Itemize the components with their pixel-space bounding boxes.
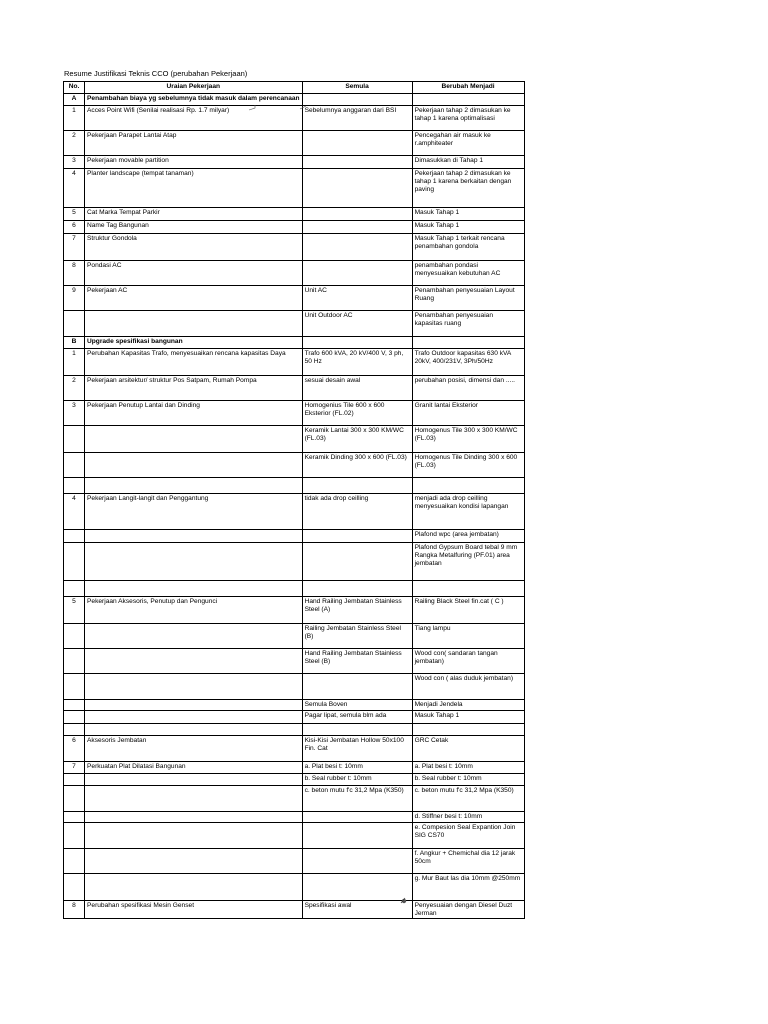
row-number-cell <box>64 674 85 700</box>
work-description-cell: Pekerjaan movable partition <box>85 156 303 169</box>
row-number-cell <box>64 812 85 823</box>
row-number-cell <box>64 453 85 478</box>
row-number-cell <box>64 874 85 901</box>
row-number-cell <box>64 786 85 812</box>
original-spec-cell: Keramik Lantai 300 x 300 KM/WC (FL.03) <box>302 426 412 453</box>
header-changed-to: Berubah Menjadi <box>412 82 524 94</box>
changed-to-cell <box>412 581 524 597</box>
original-spec-cell <box>302 94 412 106</box>
changed-to-cell <box>412 337 524 349</box>
changed-to-cell: Masuk Tahap 1 <box>412 221 524 234</box>
row-number-cell: 3 <box>64 156 85 169</box>
changed-to-cell: Penambahan penyesuaian kapasitas ruang <box>412 311 524 337</box>
work-description-cell <box>85 530 303 543</box>
section-row <box>64 94 525 106</box>
row-number-cell: 7 <box>64 234 85 261</box>
row-number-cell: 6 <box>64 221 85 234</box>
original-spec-cell <box>302 156 412 169</box>
table-row <box>64 494 525 530</box>
changed-to-cell: penambahan pondasi menyesuaikan kebutuhan AC <box>412 261 524 286</box>
row-number-cell: 2 <box>64 131 85 156</box>
changed-to-cell: Masuk Tahap 1 <box>412 711 524 724</box>
changed-to-cell: Homogenus Tile 300 x 300 KM/WC (FL.03) <box>412 426 524 453</box>
changed-to-cell: perubahan posisi, dimensi dan ..... <box>412 376 524 401</box>
work-description-cell <box>85 874 303 901</box>
table-row <box>64 131 525 156</box>
work-description-cell <box>85 426 303 453</box>
original-spec-cell: Unit AC <box>302 286 412 311</box>
work-description-cell <box>85 711 303 724</box>
work-description-cell: Pekerjaan Penutup Lantai dan Dinding <box>85 401 303 426</box>
original-spec-cell <box>302 261 412 286</box>
work-description-cell <box>85 311 303 337</box>
changed-to-cell: a. Plat besi t: 10mm <box>412 762 524 774</box>
header-original-spec: Semula <box>302 82 412 94</box>
changed-to-cell: Masuk Tahap 1 terkait rencana penambahan gondola <box>412 234 524 261</box>
table-row <box>64 700 525 711</box>
changed-to-cell: Railing Black Steel fin.cat ( C ) <box>412 597 524 624</box>
original-spec-cell: sesuai desain awal <box>302 376 412 401</box>
changed-to-cell: g. Mur Baut las dia 10mm @250mm <box>412 874 524 901</box>
work-description-cell: Planter landscape (tempat tanaman) <box>85 169 303 208</box>
changed-to-cell: Penyesuaian dengan Diesel Duzt Jerman <box>412 901 524 919</box>
table-row <box>64 624 525 649</box>
original-spec-cell <box>302 543 412 581</box>
table-row <box>64 453 525 478</box>
table-row <box>64 597 525 624</box>
original-spec-cell <box>302 478 412 494</box>
work-description-cell: Acces Point Wifi (Senilai realisasi Rp. 1.7 milyar) <box>85 106 303 131</box>
original-spec-cell <box>302 208 412 221</box>
table-row <box>64 762 525 774</box>
table-row <box>64 106 525 131</box>
work-description-cell <box>85 700 303 711</box>
header-row-number: No. <box>64 82 85 94</box>
work-description-cell <box>85 581 303 597</box>
table-row <box>64 208 525 221</box>
row-number-cell <box>64 478 85 494</box>
row-number-cell: 8 <box>64 261 85 286</box>
original-spec-cell <box>302 823 412 849</box>
changed-to-cell: Dimasukkan di Tahap 1 <box>412 156 524 169</box>
row-number-cell: 2 <box>64 376 85 401</box>
original-spec-cell <box>302 131 412 156</box>
original-spec-cell: Unit Outdoor AC <box>302 311 412 337</box>
work-description-cell: Penambahan biaya yg sebelumnya tidak masuk dalam perencanaan <box>85 94 303 106</box>
table-row <box>64 849 525 874</box>
row-number-cell: 4 <box>64 169 85 208</box>
table-row <box>64 478 525 494</box>
changed-to-cell: Penambahan penyesuaian Layout Ruang <box>412 286 524 311</box>
row-number-cell: 1 <box>64 106 85 131</box>
work-description-cell: Pekerjaan Langit-langit dan Penggantung <box>85 494 303 530</box>
original-spec-cell: c. beton mutu f'c 31,2 Mpa (K350) <box>302 786 412 812</box>
table-header-row <box>64 82 525 94</box>
table-row <box>64 311 525 337</box>
row-number-cell <box>64 649 85 674</box>
changed-to-cell: f. Angkur + Chemichal dia 12 jarak 50cm <box>412 849 524 874</box>
document-title: Resume Justifikasi Teknis CCO (perubahan Pekerjaan) <box>64 69 248 78</box>
table-row <box>64 376 525 401</box>
work-description-cell: Struktur Gondola <box>85 234 303 261</box>
changed-to-cell: Pencegahan air masuk ke r.amphiteater <box>412 131 524 156</box>
work-description-cell: Pekerjaan Aksesoris, Penutup dan Pengunci <box>85 597 303 624</box>
row-number-cell <box>64 724 85 736</box>
original-spec-cell <box>302 581 412 597</box>
row-number-cell: 9 <box>64 286 85 311</box>
original-spec-cell: b. Seal rubber t: 10mm <box>302 774 412 786</box>
row-number-cell: 4 <box>64 494 85 530</box>
table-row <box>64 349 525 376</box>
table-row <box>64 812 525 823</box>
original-spec-cell: Railing Jembatan Stainless Steel (B) <box>302 624 412 649</box>
original-spec-cell <box>302 221 412 234</box>
table-row <box>64 736 525 762</box>
table-row <box>64 543 525 581</box>
changed-to-cell: c. beton mutu f'c 31,2 Mpa (K350) <box>412 786 524 812</box>
original-spec-cell <box>302 337 412 349</box>
row-number-cell: 3 <box>64 401 85 426</box>
table-row <box>64 156 525 169</box>
changed-to-cell: Masuk Tahap 1 <box>412 208 524 221</box>
table-row <box>64 581 525 597</box>
work-description-cell <box>85 674 303 700</box>
changed-to-cell: Menjadi Jendela <box>412 700 524 711</box>
work-description-cell <box>85 724 303 736</box>
table-row <box>64 234 525 261</box>
table-row <box>64 221 525 234</box>
original-spec-cell: Hand Railing Jembatan Stainless Steel (A) <box>302 597 412 624</box>
work-description-cell: Pondasi AC <box>85 261 303 286</box>
work-description-cell: Aksesoris Jembatan <box>85 736 303 762</box>
work-description-cell <box>85 774 303 786</box>
row-number-cell: B <box>64 337 85 349</box>
work-description-cell <box>85 812 303 823</box>
table-row <box>64 426 525 453</box>
row-number-cell: 7 <box>64 762 85 774</box>
changed-to-cell: Tiang lampu <box>412 624 524 649</box>
changed-to-cell <box>412 478 524 494</box>
original-spec-cell: Pagar lipat, semula blm ada <box>302 711 412 724</box>
row-number-cell <box>64 774 85 786</box>
original-spec-cell: Kisi-Kisi Jembatan Hollow 50x100 Fin. Cat <box>302 736 412 762</box>
row-number-cell: 5 <box>64 208 85 221</box>
original-spec-cell: tidak ada drop ceilling <box>302 494 412 530</box>
work-description-cell: Cat Marka Tempat Parkir <box>85 208 303 221</box>
row-number-cell <box>64 311 85 337</box>
original-spec-cell <box>302 234 412 261</box>
work-description-cell: Pekerjaan Parapet Lantai Atap <box>85 131 303 156</box>
table-row <box>64 774 525 786</box>
original-spec-cell <box>302 169 412 208</box>
changed-to-cell: e. Compesion Seal Expantion Join SIG CS70 <box>412 823 524 849</box>
table-row <box>64 724 525 736</box>
original-spec-cell <box>302 530 412 543</box>
row-number-cell <box>64 581 85 597</box>
table-row <box>64 649 525 674</box>
original-spec-cell: Hand Railing Jembatan Stainless Steel (B) <box>302 649 412 674</box>
work-description-cell <box>85 624 303 649</box>
changed-to-cell <box>412 724 524 736</box>
changed-to-cell: Trafo Outdoor kapasitas 630 kVA 20kV, 400/231V, 3Ph/50Hz <box>412 349 524 376</box>
row-number-cell <box>64 624 85 649</box>
work-change-table <box>63 81 525 919</box>
row-number-cell <box>64 700 85 711</box>
header-work-description: Uraian Pekerjaan <box>85 82 303 94</box>
row-number-cell: 6 <box>64 736 85 762</box>
row-number-cell: 1 <box>64 349 85 376</box>
changed-to-cell: Pekerjaan tahap 2 dimasukan ke tahap 1 karena berkaitan dengan paving <box>412 169 524 208</box>
original-spec-cell <box>302 849 412 874</box>
row-number-cell: 5 <box>64 597 85 624</box>
work-description-cell: Perubahan spesifikasi Mesin Genset <box>85 901 303 919</box>
original-spec-cell: Spesifikasi awal <box>302 901 412 919</box>
changed-to-cell: Homogenus Tile Dinding 300 x 600 (FL.03) <box>412 453 524 478</box>
work-description-cell: Pekerjaan arsitektur/ struktur Pos Satpam, Rumah Pompa <box>85 376 303 401</box>
original-spec-cell: Keramik Dinding 300 x 600 (FL.03) <box>302 453 412 478</box>
table-row <box>64 786 525 812</box>
work-description-cell: Perkuatan Plat Dilatasi Bangunan <box>85 762 303 774</box>
original-spec-cell <box>302 724 412 736</box>
changed-to-cell: Plafond Gypsum Board tebal 9 mm Rangka Metalfuring (PF.01) area jembatan <box>412 543 524 581</box>
work-description-cell <box>85 453 303 478</box>
table-row <box>64 901 525 919</box>
original-spec-cell: Semula Boven <box>302 700 412 711</box>
table-row <box>64 823 525 849</box>
table-row <box>64 674 525 700</box>
table-row <box>64 874 525 901</box>
original-spec-cell: a. Plat besi t: 10mm <box>302 762 412 774</box>
changed-to-cell: Wood con ( alas duduk jembatan) <box>412 674 524 700</box>
row-number-cell <box>64 530 85 543</box>
section-row <box>64 337 525 349</box>
original-spec-cell: Sebelumnya anggaran dari BSI <box>302 106 412 131</box>
changed-to-cell <box>412 94 524 106</box>
row-number-cell: A <box>64 94 85 106</box>
row-number-cell <box>64 543 85 581</box>
work-description-cell <box>85 478 303 494</box>
row-number-cell <box>64 711 85 724</box>
work-description-cell: Perubahan Kapasitas Trafo, menyesuaikan rencana kapasitas Daya <box>85 349 303 376</box>
row-number-cell <box>64 426 85 453</box>
work-description-cell <box>85 849 303 874</box>
changed-to-cell: Wood con( sandaran tangan jembatan) <box>412 649 524 674</box>
work-description-cell: Pekerjaan AC <box>85 286 303 311</box>
original-spec-cell <box>302 812 412 823</box>
table-row <box>64 711 525 724</box>
row-number-cell <box>64 823 85 849</box>
original-spec-cell <box>302 874 412 901</box>
work-description-cell: Upgrade spesifikasi bangunan <box>85 337 303 349</box>
changed-to-cell: b. Seal rubber t: 10mm <box>412 774 524 786</box>
work-description-cell: Name Tag Bangunan <box>85 221 303 234</box>
row-number-cell <box>64 849 85 874</box>
row-number-cell: 8 <box>64 901 85 919</box>
table-row <box>64 530 525 543</box>
work-description-cell <box>85 543 303 581</box>
changed-to-cell: d. Stiffner besi t: 10mm <box>412 812 524 823</box>
changed-to-cell: GRC Cetak <box>412 736 524 762</box>
work-description-cell <box>85 823 303 849</box>
original-spec-cell <box>302 674 412 700</box>
original-spec-cell: Trafo 600 kVA, 20 kV/400 V, 3 ph, 50 Hz <box>302 349 412 376</box>
changed-to-cell: Granit lantai Eksterior <box>412 401 524 426</box>
table-row <box>64 286 525 311</box>
changed-to-cell: menjadi ada drop ceilling menyesuaikan kondisi lapangan <box>412 494 524 530</box>
table-row <box>64 261 525 286</box>
work-description-cell <box>85 786 303 812</box>
original-spec-cell: Homogenius Tile 600 x 600 Eksterior (FL.02) <box>302 401 412 426</box>
changed-to-cell: Plafond wpc (area jembatan) <box>412 530 524 543</box>
changed-to-cell: Pekerjaan tahap 2 dimasukan ke tahap 1 karena optimalisasi <box>412 106 524 131</box>
work-description-cell <box>85 649 303 674</box>
table-row <box>64 169 525 208</box>
table-row <box>64 401 525 426</box>
